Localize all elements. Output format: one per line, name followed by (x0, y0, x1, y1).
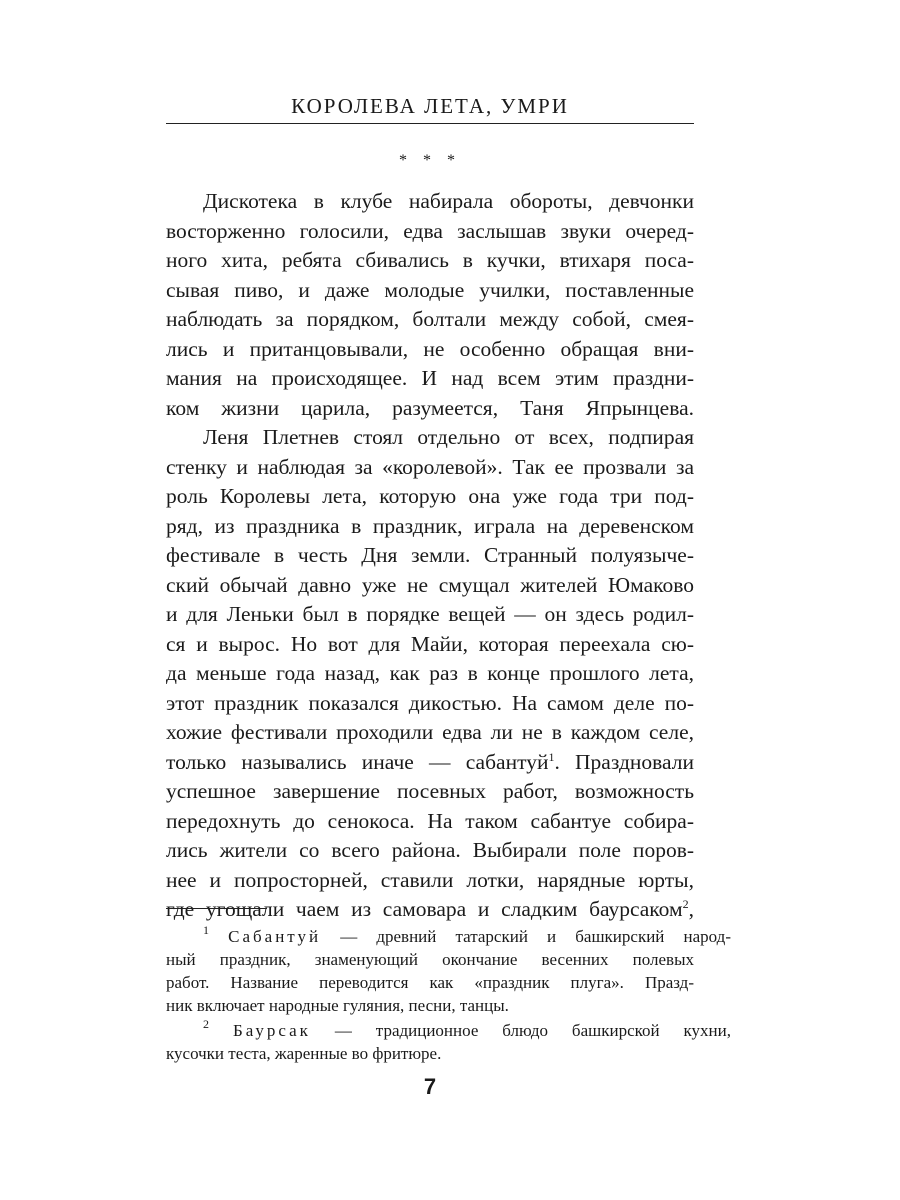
text-line: лись жители со всего района. Выбирали поле поров- (166, 838, 694, 862)
footnote-text: — древний татарский и башкирский народ- (321, 927, 731, 946)
text-line: Леня Плетнев стоял отдельно от всех, подпирая (203, 425, 694, 449)
footnote-mark: 1 (203, 923, 209, 937)
text-line: этот праздник показался дикостью. На самом деле по- (166, 691, 694, 715)
footnote-ref-2[interactable]: 2 (682, 897, 689, 911)
text-line: нее и попросторней, ставили лотки, нарядные юрты, (166, 868, 694, 892)
text-line: и для Леньки был в порядке вещей — он здесь родил- (166, 602, 694, 626)
footnote-line: кусочки теста, жаренные во фритюре. (166, 1044, 442, 1063)
text-span: где угощали чаем из самовара и сладким баурсаком (166, 897, 683, 921)
text-line: сывая пиво, и даже молодые училки, поставленные (166, 278, 694, 302)
page-number: 7 (423, 1074, 437, 1099)
text-line: мания на происходящее. И над всем этим праздни- (166, 366, 694, 390)
text-line: восторженно голосили, едва заслышав звуки очеред- (166, 219, 694, 243)
header-rule (166, 123, 694, 124)
footnote-rule (166, 908, 267, 909)
section-separator: * * * (399, 152, 461, 169)
text-line: Дискотека в клубе набирала обороты, девчонки (203, 189, 694, 213)
text-span: , (688, 897, 694, 921)
footnote-line: работ. Название переводится как «праздник плуга». Празд- (166, 973, 694, 992)
text-line: передохнуть до сенокоса. На таком сабантуе собира- (166, 809, 694, 833)
text-line (166, 747, 694, 777)
text-line: успешное завершение посевных работ, возможность (166, 779, 694, 803)
text-line: стенку и наблюдая за «королевой». Так ее прозвали за (166, 455, 694, 479)
text-line: лись и пританцовывали, не особенно обращая вни- (166, 337, 694, 361)
footnote-mark: 2 (203, 1017, 209, 1031)
footnote-2 (166, 1019, 731, 1042)
footnote-text: — традиционное блюдо башкирской кухни, (310, 1021, 732, 1040)
footnote-ref-1[interactable]: 1 (548, 750, 555, 764)
text-line: ся и вырос. Но вот для Майи, которая переехала сю- (166, 632, 694, 656)
text-span: . Праздновали (554, 750, 694, 774)
footnote-line: ный праздник, знаменующий окончание весенних полевых (166, 950, 694, 969)
text-line: ного хита, ребята сбивались в кучки, втихаря поса- (166, 248, 694, 272)
footnote-term: Сабантуй (228, 927, 322, 946)
text-line: хожие фестивали проходили едва ли не в каждом селе, (166, 720, 694, 744)
text-line: ряд, из праздника в праздник, играла на деревенском (166, 514, 694, 538)
text-line: ком жизни царила, разумеется, Таня Япрынцева. (166, 396, 694, 420)
text-line: да меньше года назад, как раз в конце прошлого лета, (166, 661, 694, 685)
footnote-1 (166, 925, 731, 948)
text-span: только назывались иначе — сабантуй (166, 750, 549, 774)
running-header: КОРОЛЕВА ЛЕТА, УМРИ (291, 94, 569, 118)
footnote-line: ник включает народные гуляния, песни, танцы. (166, 996, 509, 1015)
footnote-term: Баурсак (232, 1021, 311, 1040)
text-line: ский обычай давно уже не смущал жителей Юмаково (166, 573, 694, 597)
text-line: фестивале в честь Дня земли. Странный полуязыче- (166, 543, 694, 567)
text-line: наблюдать за порядком, болтали между собой, смея- (166, 307, 694, 331)
text-line: роль Королевы лета, которую она уже года три под- (166, 484, 694, 508)
text-line (166, 894, 694, 924)
